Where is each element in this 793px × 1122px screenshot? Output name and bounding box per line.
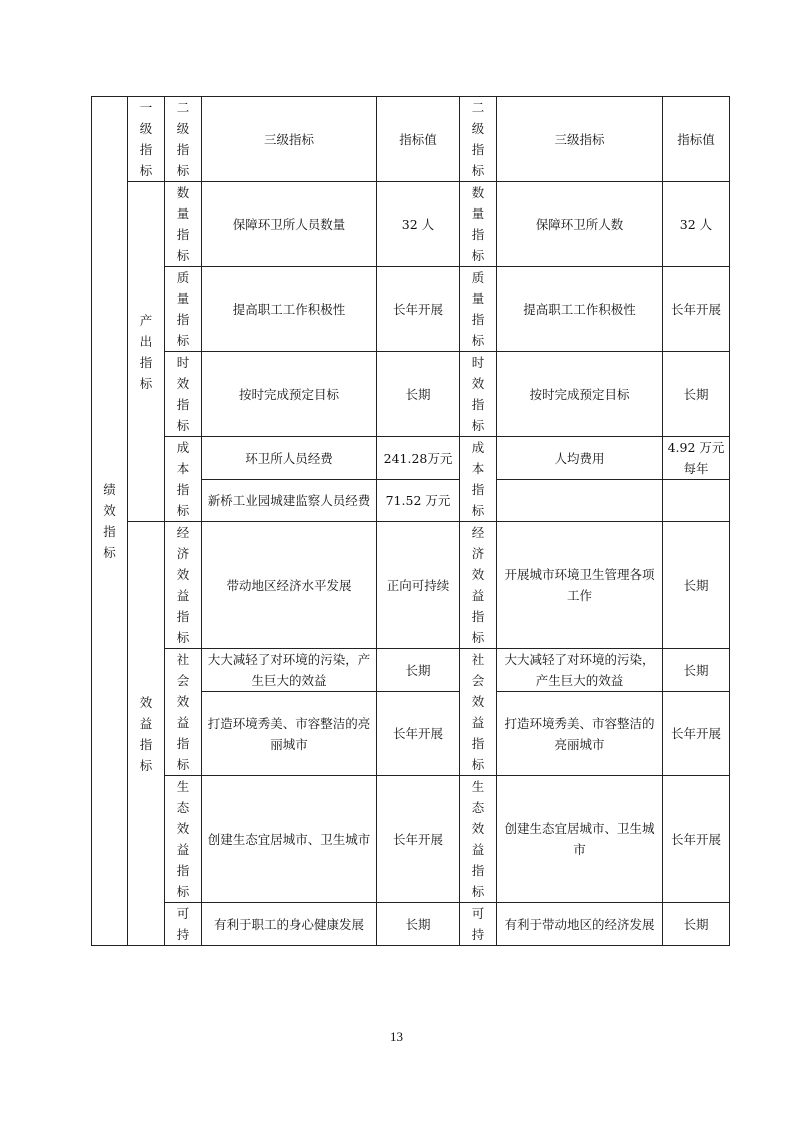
group-output: 产出指标 (128, 182, 165, 522)
header-level3-a: 三级指标 (202, 97, 377, 182)
indicator-cell: 带动地区经济水平发展 (202, 522, 377, 649)
indicator-cell: 有利于职工的身心健康发展 (202, 903, 377, 946)
header-level2-a: 二级指标 (165, 97, 202, 182)
value-cell: 长期 (377, 649, 460, 692)
category-cell: 数量指标 (460, 182, 497, 267)
indicator-cell: 打造环境秀美、市容整洁的亮丽城市 (202, 692, 377, 776)
indicator-cell (497, 480, 663, 522)
value-cell (663, 480, 730, 522)
category-cell: 成本指标 (165, 437, 202, 522)
value-cell: 长年开展 (377, 692, 460, 776)
category-cell: 质量指标 (165, 267, 202, 352)
indicator-cell: 开展城市环境卫生管理各项工作 (497, 522, 663, 649)
category-cell: 社会效益指标 (165, 649, 202, 776)
header-level1: 一级指标 (128, 97, 165, 182)
group-benefit: 效益指标 (128, 522, 165, 946)
performance-indicator-table (91, 96, 730, 946)
category-cell: 数量指标 (165, 182, 202, 267)
header-level3-b: 三级指标 (497, 97, 663, 182)
indicator-cell: 提高职工工作积极性 (497, 267, 663, 352)
value-cell: 长期 (663, 352, 730, 437)
value-cell: 长期 (663, 649, 730, 692)
value-cell: 长期 (663, 903, 730, 946)
value-cell: 32 人 (663, 182, 730, 267)
outer-label: 绩效指标 (103, 482, 116, 560)
category-cell: 生态效益指标 (460, 776, 497, 903)
value-cell: 32 人 (377, 182, 460, 267)
category-cell: 时效指标 (165, 352, 202, 437)
header-value-a: 指标值 (377, 97, 460, 182)
category-cell: 时效指标 (460, 352, 497, 437)
category-cell: 成本指标 (460, 437, 497, 522)
value-cell: 长年开展 (663, 267, 730, 352)
value-cell: 241.28万元 (377, 437, 460, 480)
category-cell: 经济效益指标 (460, 522, 497, 649)
indicator-cell: 按时完成预定目标 (497, 352, 663, 437)
indicator-cell: 人均费用 (497, 437, 663, 480)
value-cell: 长年开展 (663, 776, 730, 903)
category-cell: 质量指标 (460, 267, 497, 352)
indicator-cell: 有利于带动地区的经济发展 (497, 903, 663, 946)
category-cell: 经济效益指标 (165, 522, 202, 649)
indicator-cell: 大大减轻了对环境的污染，产生巨大的效益 (497, 649, 663, 692)
indicator-cell: 创建生态宜居城市、卫生城市 (202, 776, 377, 903)
value-cell: 长年开展 (663, 692, 730, 776)
value-cell: 长期 (377, 352, 460, 437)
indicator-cell: 打造环境秀美、市容整洁的亮丽城市 (497, 692, 663, 776)
value-cell: 长年开展 (377, 776, 460, 903)
category-cell: 生态效益指标 (165, 776, 202, 903)
indicator-cell: 环卫所人员经费 (202, 437, 377, 480)
value-cell: 71.52 万元 (377, 480, 460, 522)
indicator-cell: 保障环卫所人数 (497, 182, 663, 267)
outer-label-cell (92, 97, 128, 946)
category-cell: 可持 (165, 903, 202, 946)
category-cell: 可持 (460, 903, 497, 946)
indicator-cell: 大大减轻了对环境的污染，产生巨大的效益 (202, 649, 377, 692)
value-cell: 长期 (663, 522, 730, 649)
value-cell: 长期 (377, 903, 460, 946)
value-cell: 长年开展 (377, 267, 460, 352)
indicator-cell: 保障环卫所人员数量 (202, 182, 377, 267)
category-cell: 社会效益指标 (460, 649, 497, 776)
indicator-cell: 提高职工工作积极性 (202, 267, 377, 352)
indicator-cell: 按时完成预定目标 (202, 352, 377, 437)
indicator-cell: 新桥工业园城建监察人员经费 (202, 480, 377, 522)
page-number: 13 (390, 1029, 403, 1044)
header-level2-b: 二级指标 (460, 97, 497, 182)
indicator-cell: 创建生态宜居城市、卫生城市 (497, 776, 663, 903)
value-cell: 正向可持续 (377, 522, 460, 649)
header-value-b: 指标值 (663, 97, 730, 182)
value-cell: 4.92 万元每年 (663, 437, 730, 480)
